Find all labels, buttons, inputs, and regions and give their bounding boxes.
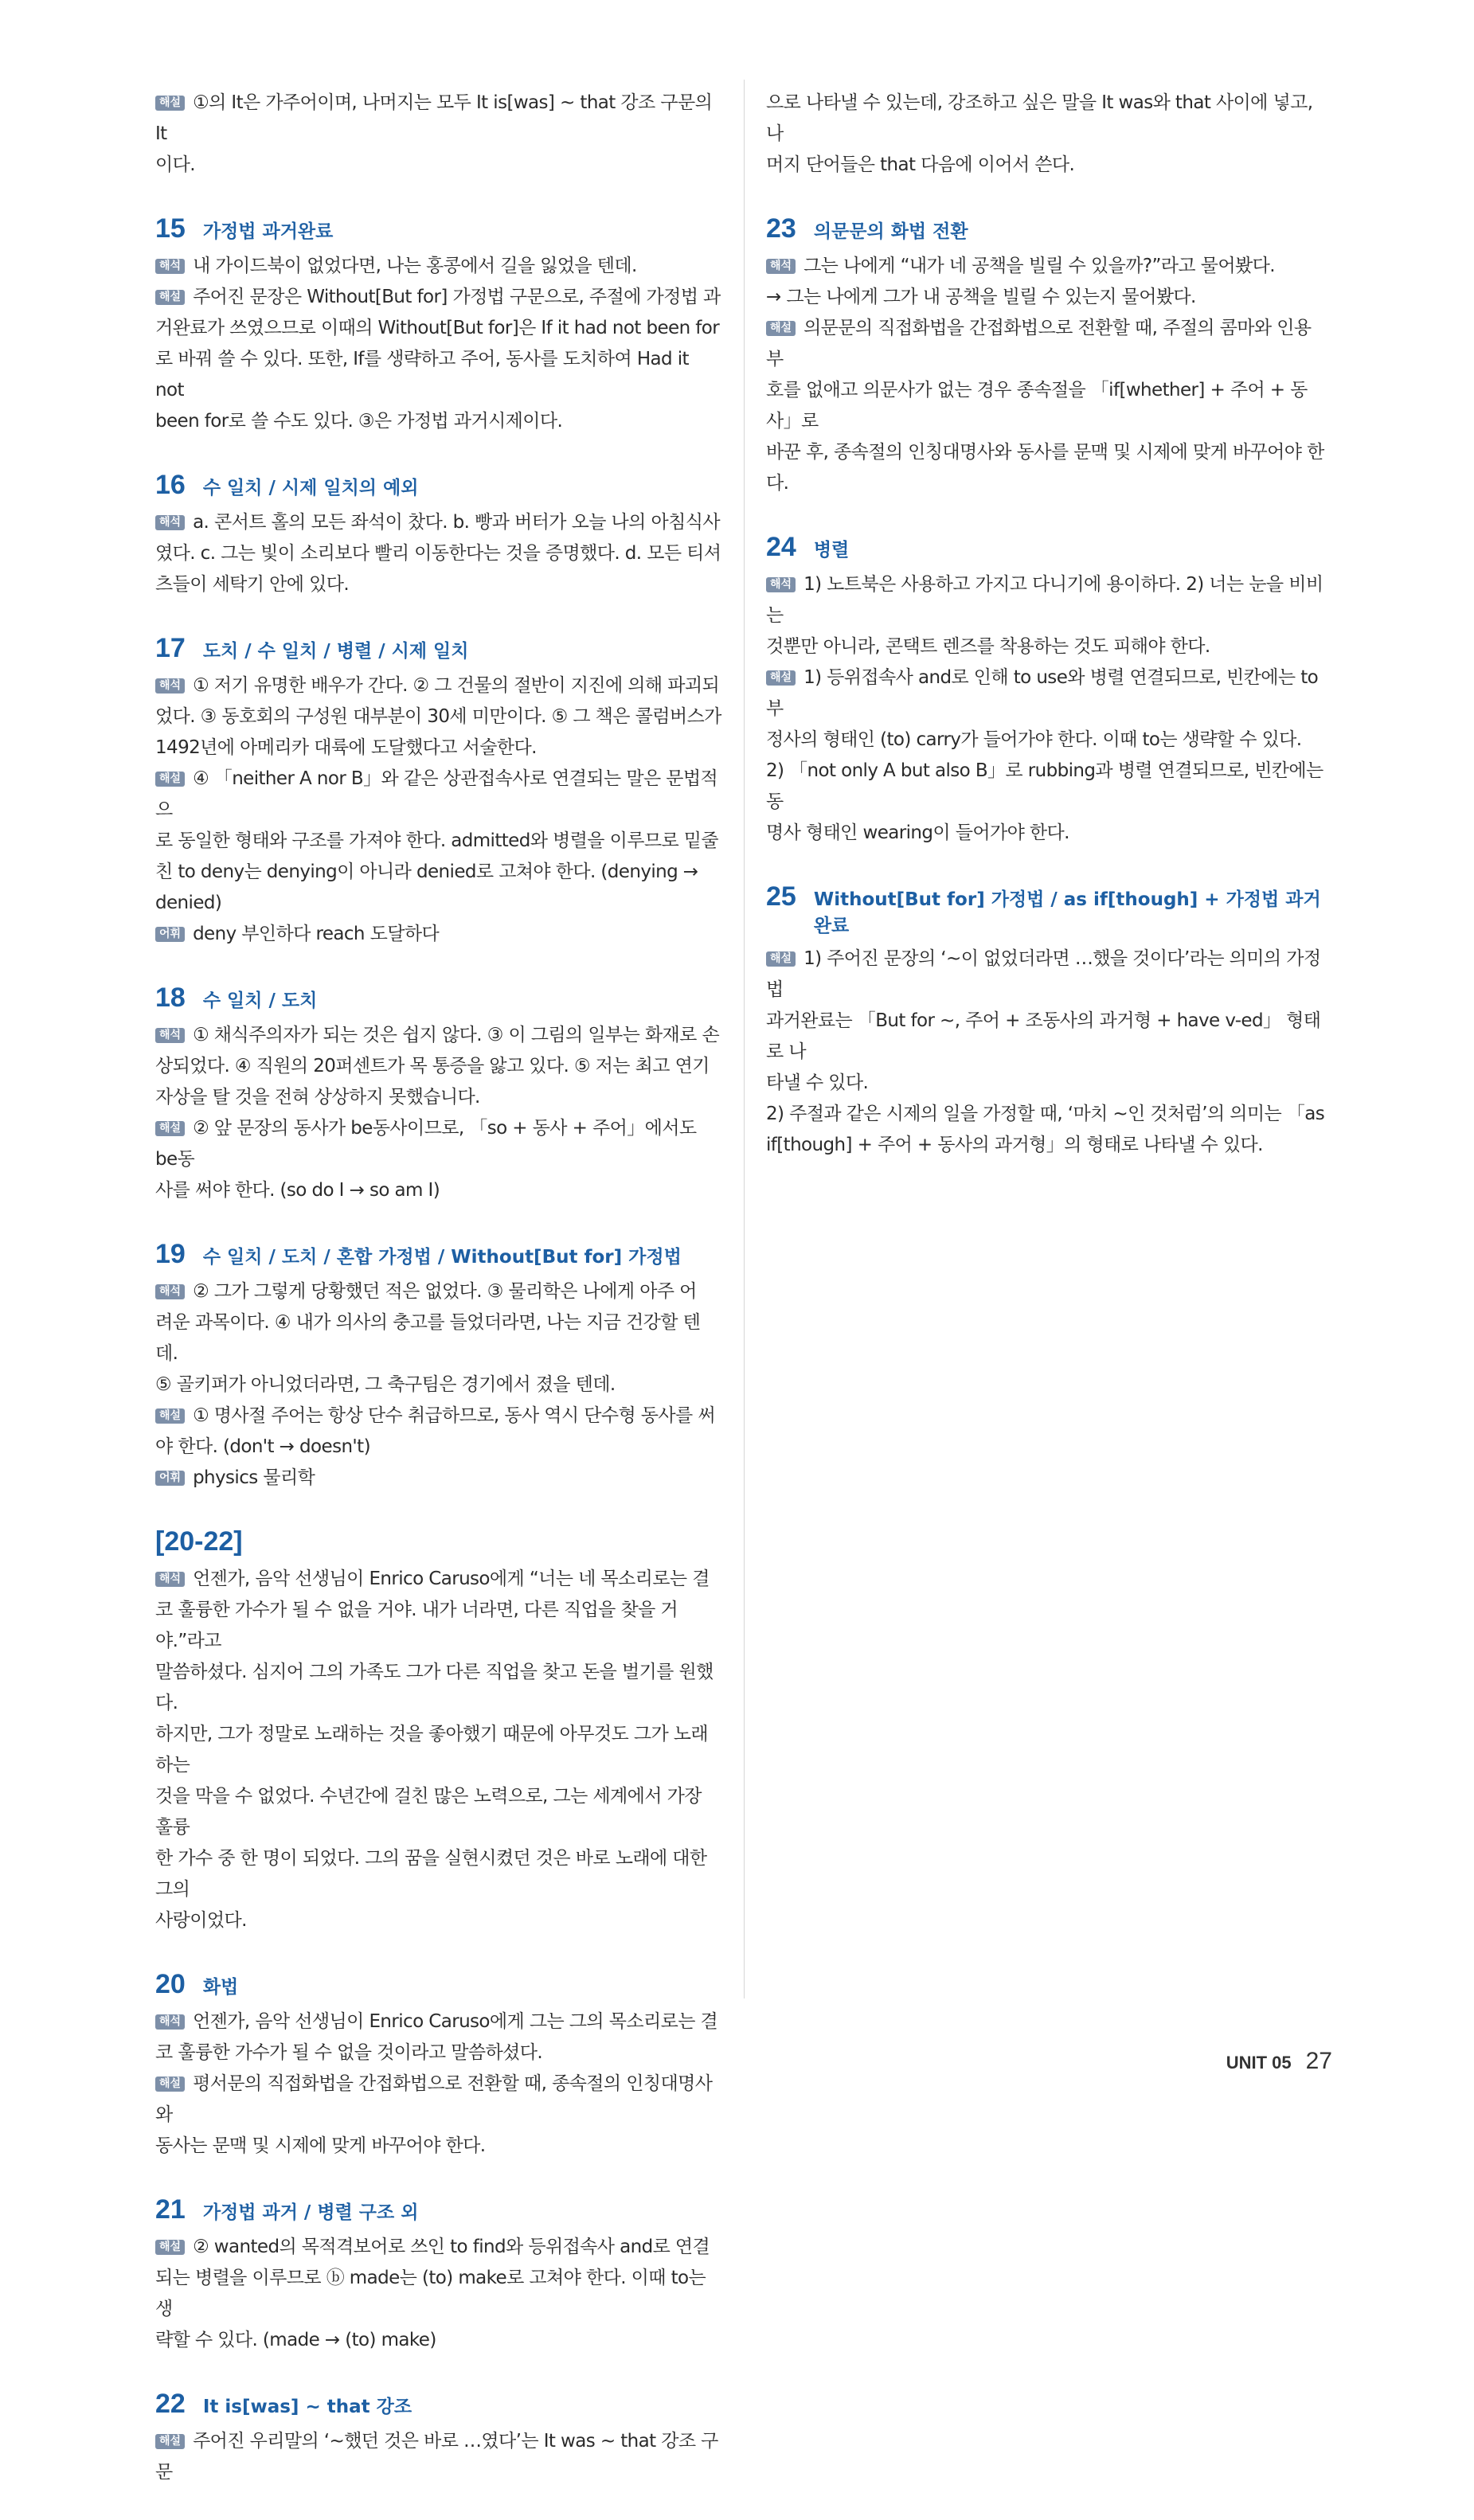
line-text: 2) 주절과 같은 시제의 일을 가정할 때, ‘마치 ~인 것처럼’의 의미는 「as [766, 1104, 1325, 1124]
line-text: ① 채식주의자가 되는 것은 쉽지 않다. ③ 이 그림의 일부는 화재로 손 [193, 1025, 720, 1045]
line-text: 바꾼 후, 종속절의 인칭대명사와 동사를 문맥 및 시제에 맞게 바꾸어야 한다. [766, 442, 1324, 494]
line-text: 2) 「not only A but also B」로 rubbing과 병렬 연결되므로, 빈칸에는 동 [766, 760, 1323, 812]
line-text: 것을 막을 수 없었다. 수년간에 걸친 많은 노력으로, 그는 세계에서 가장 훌륭 [155, 1786, 702, 1838]
text-line [766, 1099, 1333, 1130]
grammar-topic: 의문문의 화법 전환 [813, 221, 968, 242]
text-line [155, 1369, 722, 1401]
question-number: 18 [155, 983, 186, 1013]
label-badge: 해석 [766, 577, 796, 592]
label-badge: 해설 [155, 2240, 185, 2255]
text-line [766, 88, 1333, 150]
section-heading [155, 1526, 722, 1557]
line-text: 야 한다. (don't → doesn't) [155, 1436, 370, 1457]
label-badge: 해석 [155, 678, 185, 693]
text-line [155, 2069, 722, 2131]
text-line [766, 251, 1333, 282]
text-line [766, 818, 1333, 849]
line-text: 로 바꿔 쓸 수 있다. 또한, If를 생략하고 주어, 동사를 도치하여 Had it not [155, 349, 689, 400]
line-text: denied) [155, 893, 222, 913]
text-line [155, 1781, 722, 1843]
text-line [155, 888, 722, 919]
text-line [155, 1905, 722, 1936]
text-line [155, 2263, 722, 2325]
text-line [155, 406, 722, 437]
text-line [155, 826, 722, 857]
text-line [155, 1020, 722, 1051]
label-badge: 해설 [766, 321, 796, 336]
line-text: 거완료가 쓰였으므로 이때의 Without[But for]은 If it had not been for [155, 318, 720, 338]
section-heading [155, 1238, 722, 1270]
line-text: 말씀하셨다. 심지어 그의 가족도 그가 다른 직업을 찾고 돈을 벌기를 원했다. [155, 1662, 714, 1713]
label-badge: 해설 [155, 96, 185, 111]
answer-section [766, 531, 1333, 849]
question-number: 16 [155, 470, 186, 500]
text-line [155, 1657, 722, 1719]
text-line [155, 88, 722, 150]
grammar-topic: 수 일치 / 도치 [202, 990, 318, 1011]
answer-section [155, 469, 722, 600]
question-number: 21 [155, 2194, 186, 2225]
line-text: 1) 등위접속사 and로 인해 to use와 병렬 연결되므로, 빈칸에는 to부 [766, 667, 1319, 719]
line-text: → 그는 나에게 그가 내 공책을 빌릴 수 있는지 물어봤다. [766, 287, 1196, 307]
text-line [766, 437, 1333, 499]
line-text: 동사는 문맥 및 시제에 맞게 바꾸어야 한다. [155, 2135, 486, 2156]
text-line [155, 919, 722, 950]
line-text: 하지만, 그가 정말로 노래하는 것을 좋아했기 때문에 아무것도 그가 노래하는 [155, 1724, 709, 1776]
text-line [155, 2232, 722, 2263]
grammar-topic: 도치 / 수 일치 / 병렬 / 시제 일치 [202, 641, 469, 662]
text-line [155, 1432, 722, 1463]
text-line [155, 2006, 722, 2037]
label-badge: 어휘 [155, 927, 185, 942]
line-text: 언젠가, 음악 선생님이 Enrico Caruso에게 “너는 네 목소리로는 결 [193, 1569, 710, 1589]
line-text: been for로 쓸 수도 있다. ③은 가정법 과거시제이다. [155, 411, 563, 432]
line-text: 정사의 형태인 (to) carry가 들어가야 한다. 이때 to는 생략할 수 있다. [766, 729, 1302, 750]
right-column [766, 88, 1333, 1193]
label-badge: 해석 [155, 1284, 185, 1299]
answer-section [155, 1526, 722, 1936]
line-text: 1492년에 아메리카 대륙에 도달했다고 서술한다. [155, 737, 537, 758]
answer-section [155, 632, 722, 950]
text-line [155, 1401, 722, 1432]
text-line [155, 1843, 722, 1905]
label-badge: 해설 [155, 2077, 185, 2092]
label-badge: 해석 [766, 259, 796, 274]
text-line [155, 2037, 722, 2069]
section-heading [155, 632, 722, 664]
line-text: 로 동일한 형태와 구조를 가져야 한다. admitted와 병렬을 이루므로 밑줄 [155, 830, 719, 851]
question-number: 15 [155, 213, 186, 244]
text-line [155, 569, 722, 600]
text-line [766, 1068, 1333, 1099]
line-text: deny 부인하다 reach 도달하다 [193, 924, 440, 944]
text-line [155, 2426, 722, 2488]
label-badge: 해설 [766, 670, 796, 686]
grammar-topic: Without[But for] 가정법 / as if[though] + 가정법 과거완료 [813, 889, 1321, 936]
label-badge: 어휘 [155, 1471, 185, 1486]
grammar-topic: 병렬 [813, 540, 850, 561]
text-line [155, 282, 722, 313]
section-heading [155, 1968, 722, 2000]
label-badge: 해설 [155, 1408, 185, 1424]
answer-section [766, 881, 1333, 1161]
line-text: 자상을 탈 것을 전혀 상상하지 못했습니다. [155, 1087, 480, 1108]
text-line [155, 1113, 722, 1175]
section-heading [155, 2388, 722, 2420]
answer-section [155, 88, 722, 181]
line-text: 것뿐만 아니라, 콘택트 렌즈를 착용하는 것도 피해야 한다. [766, 636, 1210, 657]
text-line [766, 756, 1333, 818]
line-text: 주어진 우리말의 ‘~했던 것은 바로 …였다’는 It was ~ that 강조 구문 [155, 2431, 718, 2483]
line-text: physics 물리학 [193, 1467, 315, 1488]
text-line [155, 1051, 722, 1082]
text-line [155, 670, 722, 701]
line-text: 략할 수 있다. (made → (to) make) [155, 2330, 436, 2350]
text-line [155, 1175, 722, 1206]
section-heading [155, 982, 722, 1014]
grammar-topic: 가정법 과거 / 병렬 구조 외 [202, 2202, 419, 2223]
line-text: 그는 나에게 “내가 네 공책을 빌릴 수 있을까?”라고 물어봤다. [803, 256, 1275, 276]
text-line [155, 1276, 722, 1307]
label-badge: 해설 [766, 951, 796, 967]
answer-section [155, 1238, 722, 1494]
line-text: 사를 써야 한다. (so do I → so am I) [155, 1180, 440, 1201]
line-text: ① 명사절 주어는 항상 단수 취급하므로, 동사 역시 단수형 동사를 써 [193, 1405, 715, 1426]
line-text: 한 가수 중 한 명이 되었다. 그의 꿈을 실현시켰던 것은 바로 노래에 대한 그의 [155, 1848, 707, 1900]
text-line [155, 857, 722, 888]
answer-section [155, 982, 722, 1206]
line-text: ④ 「neither A nor B」와 같은 상관접속사로 연결되는 말은 문법적으 [155, 768, 718, 820]
section-heading [155, 2194, 722, 2225]
label-badge: 해석 [155, 2014, 185, 2030]
line-text: 코 훌륭한 가수가 될 수 없을 것이라고 말씀하셨다. [155, 2042, 543, 2063]
grammar-topic: 가정법 과거완료 [202, 221, 334, 242]
line-text: 친 to deny는 denying이 아니라 denied로 고쳐야 한다. (denying → [155, 861, 698, 882]
line-text: 타낼 수 있다. [766, 1072, 869, 1093]
text-line [155, 1307, 722, 1369]
section-heading [766, 213, 1333, 244]
section-heading [155, 469, 722, 501]
text-line [766, 150, 1333, 181]
text-line [766, 725, 1333, 756]
grammar-topic: 수 일치 / 도치 / 혼합 가정법 / Without[But for] 가정법 [202, 1247, 682, 1268]
line-text: 명사 형태인 wearing이 들어가야 한다. [766, 822, 1069, 843]
left-column [155, 88, 722, 2520]
text-line [766, 282, 1333, 313]
text-line [766, 662, 1333, 725]
line-text: 머지 단어들은 that 다음에 이어서 쓴다. [766, 154, 1075, 175]
line-text: ①의 It은 가주어이며, 나머지는 모두 It is[was] ~ that 강조 구문의 It [155, 92, 713, 144]
question-number: 17 [155, 633, 186, 663]
unit-label: UNIT 05 [1226, 2053, 1292, 2073]
line-text: 상되었다. ④ 직원의 20퍼센트가 목 통증을 앓고 있다. ⑤ 저는 최고 연기 [155, 1056, 710, 1076]
line-text: ⑤ 골키퍼가 아니었더라면, 그 축구팀은 경기에서 졌을 텐데. [155, 1374, 616, 1395]
label-badge: 해석 [155, 1028, 185, 1043]
line-text: 으로 나타낼 수 있는데, 강조하고 싶은 말을 It was와 that 사이에 넣고, 나 [766, 92, 1313, 144]
label-badge: 해설 [155, 290, 185, 305]
page-number: 27 [1305, 2048, 1332, 2074]
label-badge: 해설 [155, 2434, 185, 2449]
answer-section [766, 88, 1333, 181]
answer-section [155, 213, 722, 437]
question-number: [20-22] [155, 1526, 243, 1557]
text-line [766, 569, 1333, 631]
line-text: 호를 없애고 의문사가 없는 경우 종속절을 「if[whether] + 주어 + 동사」로 [766, 380, 1308, 432]
line-text: 츠들이 세탁기 안에 있다. [155, 574, 350, 595]
line-text: 었다. ③ 동호회의 구성원 대부분이 30세 미만이다. ⑤ 그 책은 콜럼버스가 [155, 706, 721, 727]
text-line [155, 313, 722, 344]
text-line [766, 375, 1333, 437]
line-text: 내 가이드북이 없었다면, 나는 홍콩에서 길을 잃었을 텐데. [193, 256, 637, 276]
section-heading [766, 881, 1333, 937]
text-line [766, 1130, 1333, 1161]
text-line [155, 733, 722, 764]
grammar-topic: 화법 [202, 1977, 239, 1998]
line-text: 과거완료는 「But for ~, 주어 + 조동사의 과거형 + have v-ed」 형태로 나 [766, 1010, 1321, 1062]
text-line [155, 538, 722, 569]
text-line [766, 313, 1333, 375]
text-line [155, 150, 722, 181]
text-line [155, 2131, 722, 2162]
line-text: 이다. [155, 154, 195, 175]
line-text: 코 훌륭한 가수가 될 수 없을 거야. 내가 너라면, 다른 직업을 찾을 거야.”라고 [155, 1600, 678, 1651]
label-badge: 해석 [155, 259, 185, 274]
text-line [155, 764, 722, 826]
line-text: 언젠가, 음악 선생님이 Enrico Caruso에게 그는 그의 목소리로는 결 [193, 2011, 718, 2032]
line-text: 평서문의 직접화법을 간접화법으로 전환할 때, 종속절의 인칭대명사와 [155, 2073, 713, 2125]
line-text: 주어진 문장은 Without[But for] 가정법 구문으로, 주절에 가정법 과 [193, 287, 721, 307]
line-text: 였다. c. 그는 빛이 소리보다 빨리 이동한다는 것을 증명했다. d. 모든 티셔 [155, 543, 721, 564]
line-text: ① 저기 유명한 배우가 간다. ② 그 건물의 절반이 지진에 의해 파괴되 [193, 675, 720, 696]
question-number: 19 [155, 1239, 186, 1269]
text-line [155, 1595, 722, 1657]
section-heading [155, 213, 722, 244]
label-badge: 해석 [155, 1572, 185, 1587]
answer-section [155, 2194, 722, 2356]
question-number: 23 [766, 213, 796, 244]
text-line [155, 1082, 722, 1113]
label-badge: 해설 [155, 1121, 185, 1136]
label-badge: 해석 [155, 515, 185, 530]
line-text: ② 그가 그렇게 당황했던 적은 없었다. ③ 물리학은 나에게 아주 어 [193, 1281, 697, 1302]
text-line [155, 1719, 722, 1781]
line-text: 1) 노트북은 사용하고 가지고 다니기에 용이하다. 2) 너는 눈을 비비는 [766, 574, 1323, 626]
text-line [155, 1564, 722, 1595]
text-line [155, 344, 722, 406]
line-text: 되는 병렬을 이루므로 ⓑ made는 (to) make로 고쳐야 한다. 이때 to는 생 [155, 2268, 706, 2319]
line-text: ② wanted의 목적격보어로 쓰인 to find와 등위접속사 and로 연결 [193, 2237, 710, 2257]
question-number: 24 [766, 532, 796, 562]
text-line [766, 1006, 1333, 1068]
text-line [155, 251, 722, 282]
text-line [155, 507, 722, 538]
text-line [766, 944, 1333, 1006]
line-text: if[though] + 주어 + 동사의 과거형」의 형태로 나타낼 수 있다. [766, 1135, 1263, 1155]
grammar-topic: 수 일치 / 시제 일치의 예외 [202, 478, 419, 498]
line-text: 의문문의 직접화법을 간접화법으로 전환할 때, 주절의 콤마와 인용 부 [766, 318, 1312, 369]
line-text: 1) 주어진 문장의 ‘~이 없었더라면 …했을 것이다’라는 의미의 가정법 [766, 948, 1321, 1000]
page-footer [1226, 2048, 1332, 2075]
line-text: 려운 과목이다. ④ 내가 의사의 충고를 들었더라면, 나는 지금 건강할 텐데. [155, 1312, 701, 1364]
question-number: 25 [766, 881, 796, 912]
grammar-topic: It is[was] ~ that 강조 [202, 2397, 412, 2417]
text-line [155, 701, 722, 733]
answer-section [766, 213, 1333, 499]
answer-section [155, 1968, 722, 2162]
text-line [766, 631, 1333, 662]
column-divider [744, 80, 745, 1998]
text-line [155, 1463, 722, 1494]
line-text: a. 콘서트 홀의 모든 좌석이 찼다. b. 빵과 버터가 오늘 나의 아침식사 [193, 512, 720, 533]
answer-section [155, 2388, 722, 2488]
line-text: ② 앞 문장의 동사가 be동사이므로, 「so + 동사 + 주어」에서도 be동 [155, 1118, 697, 1170]
label-badge: 해설 [155, 772, 185, 787]
question-number: 20 [155, 1969, 186, 1999]
line-text: 사랑이었다. [155, 1910, 247, 1931]
question-number: 22 [155, 2389, 186, 2419]
text-line [155, 2325, 722, 2356]
section-heading [766, 531, 1333, 563]
